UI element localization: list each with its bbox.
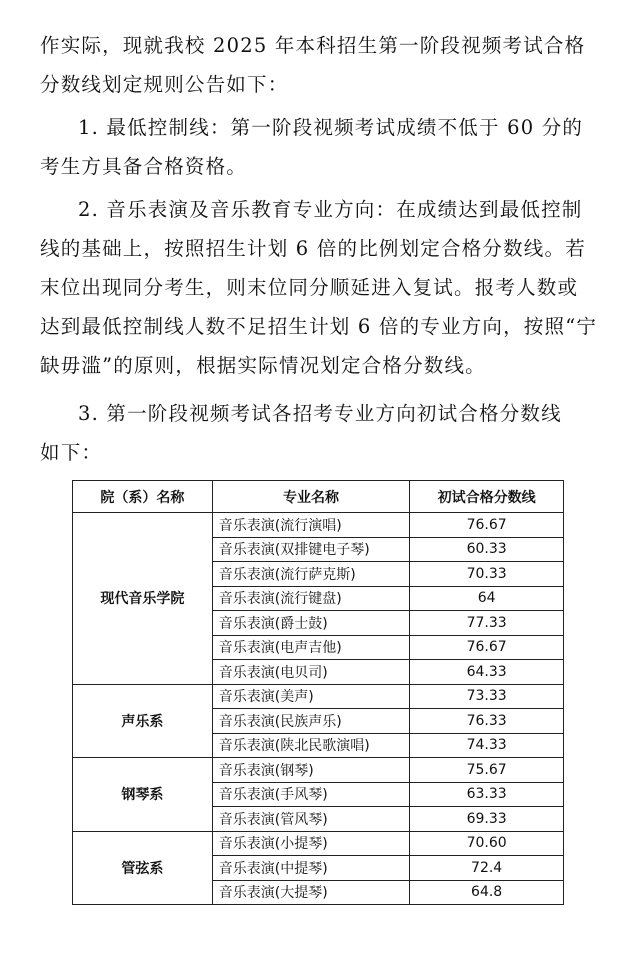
department-cell: 钢琴系 (73, 758, 213, 832)
major-cell: 音乐表演(流行演唱) (212, 513, 410, 538)
major-cell: 音乐表演(中提琴) (212, 856, 410, 881)
score-cell: 70.33 (410, 562, 564, 587)
rule-1-line: 1. 最低控制线：第一阶段视频考试成绩不低于 60 分的 (78, 116, 584, 139)
rule-3-paragraph (40, 394, 600, 472)
table-body (73, 513, 564, 905)
score-cell: 73.33 (410, 684, 564, 709)
score-cell: 77.33 (410, 611, 564, 636)
score-cell: 76.33 (410, 709, 564, 734)
major-cell: 音乐表演(民族声乐) (212, 709, 410, 734)
major-cell: 音乐表演(爵士鼓) (212, 611, 410, 636)
major-cell: 音乐表演(小提琴) (212, 831, 410, 856)
rule-1-paragraph (40, 108, 600, 186)
major-cell: 音乐表演(陕北民歌演唱) (212, 733, 410, 758)
rule-3-line: 如下： (40, 441, 103, 464)
rule-2-line: 达到最低控制线人数不足招生计划 6 倍的专业方向，按照“宁 (40, 315, 598, 338)
rule-3-line: 3. 第一阶段视频考试各招考专业方向初试合格分数线 (78, 402, 562, 425)
score-table (72, 480, 564, 905)
score-cell: 64.8 (410, 880, 564, 905)
score-cell: 76.67 (410, 635, 564, 660)
score-cell: 74.33 (410, 733, 564, 758)
table-row (73, 831, 564, 856)
major-cell: 音乐表演(钢琴) (212, 758, 410, 783)
rule-2-line: 末位出现同分考生，则末位同分顺延进入复试。报考人数或 (40, 276, 579, 299)
score-cell: 72.4 (410, 856, 564, 881)
major-cell: 音乐表演(电贝司) (212, 660, 410, 685)
intro-line: 分数线划定规则公告如下： (40, 73, 289, 96)
intro-line: 作实际，现就我校 2025 年本科招生第一阶段视频考试合格 (40, 34, 586, 57)
table-row (73, 513, 564, 538)
score-cell: 63.33 (410, 782, 564, 807)
intro-paragraph (40, 26, 600, 104)
table-header-row (73, 481, 564, 513)
header-score: 初试合格分数线 (410, 481, 564, 513)
department-cell: 声乐系 (73, 684, 213, 758)
department-cell: 现代音乐学院 (73, 513, 213, 685)
header-department: 院（系）名称 (73, 481, 213, 513)
rule-2-line: 缺毋滥”的原则，根据实际情况划定合格分数线。 (40, 354, 486, 377)
major-cell: 音乐表演(流行萨克斯) (212, 562, 410, 587)
rule-2-line: 2. 音乐表演及音乐教育专业方向：在成绩达到最低控制 (78, 198, 583, 221)
score-cell: 64 (410, 586, 564, 611)
major-cell: 音乐表演(双排键电子琴) (212, 537, 410, 562)
score-cell: 64.33 (410, 660, 564, 685)
major-cell: 音乐表演(手风琴) (212, 782, 410, 807)
major-cell: 音乐表演(流行键盘) (212, 586, 410, 611)
score-cell: 60.33 (410, 537, 564, 562)
major-cell: 音乐表演(美声) (212, 684, 410, 709)
rule-2-line: 线的基础上，按照招生计划 6 倍的比例划定合格分数线。若 (40, 237, 586, 260)
header-major: 专业名称 (212, 481, 410, 513)
rule-1-line: 考生方具备合格资格。 (40, 155, 248, 178)
score-cell: 76.67 (410, 513, 564, 538)
major-cell: 音乐表演(管风琴) (212, 807, 410, 832)
rule-2-paragraph (40, 190, 600, 385)
score-cell: 69.33 (410, 807, 564, 832)
score-cell: 75.67 (410, 758, 564, 783)
table-row (73, 684, 564, 709)
major-cell: 音乐表演(大提琴) (212, 880, 410, 905)
table-row (73, 758, 564, 783)
department-cell: 管弦系 (73, 831, 213, 905)
major-cell: 音乐表演(电声吉他) (212, 635, 410, 660)
score-cell: 70.60 (410, 831, 564, 856)
